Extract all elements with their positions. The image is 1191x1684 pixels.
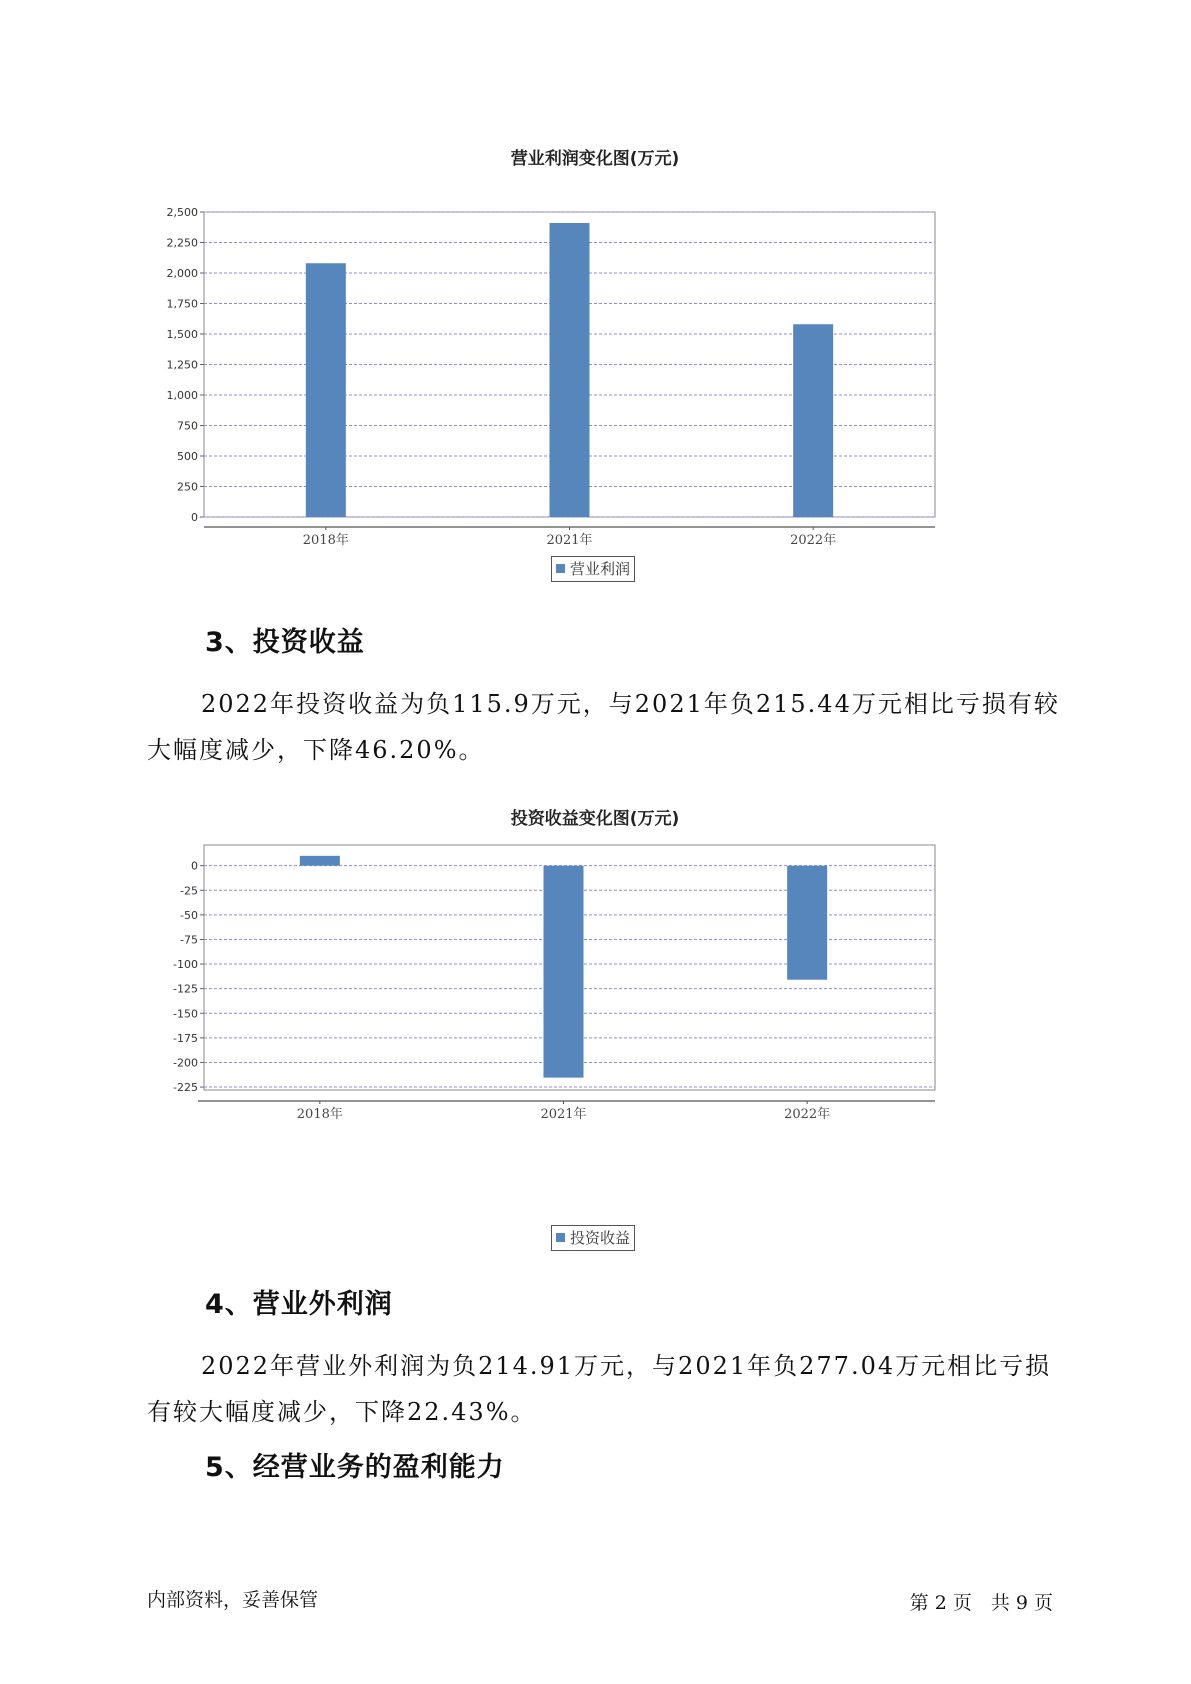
bar	[550, 223, 590, 517]
y-tick-label: 0	[191, 859, 198, 873]
y-tick-label: 1,500	[166, 328, 198, 341]
legend-swatch	[556, 1233, 565, 1242]
chart-legend	[551, 556, 635, 582]
section-3-text: 2022年投资收益为负115.9万元，与2021年负215.44万元相比亏损有较大幅度减少，下降46.20%。	[147, 690, 1060, 764]
operating-profit-chart	[150, 140, 1040, 590]
y-tick-label: 2,000	[166, 267, 198, 280]
bar	[306, 263, 346, 517]
x-tick-label: 2018年	[296, 1107, 343, 1122]
y-tick-label: 500	[177, 450, 198, 463]
y-tick-label: -175	[173, 1031, 198, 1045]
section-4-heading: 4、营业外利润	[205, 1289, 393, 1320]
y-tick-label: -100	[173, 958, 198, 972]
x-tick-label: 2022年	[790, 533, 837, 548]
investment-income-chart	[150, 800, 1040, 1260]
section-3-heading: 3、投资收益	[205, 627, 365, 658]
section-4-text: 2022年营业外利润为负214.91万元，与2021年负277.04万元相比亏损有较大幅度减少，下降22.43%。	[147, 1352, 1052, 1426]
chart-plot	[150, 840, 1040, 1220]
section-5-heading: 5、经营业务的盈利能力	[205, 1452, 505, 1483]
legend-label: 投资收益	[570, 1229, 631, 1247]
x-tick-label: 2021年	[546, 533, 593, 548]
chart-plot	[150, 180, 1040, 580]
x-tick-label: 2018年	[302, 533, 349, 548]
x-tick-label: 2022年	[784, 1107, 831, 1122]
chart-title: 营业利润变化图(万元)	[510, 149, 680, 169]
legend-label: 营业利润	[570, 560, 631, 578]
y-tick-label: 1,750	[166, 297, 198, 311]
y-tick-label: 1,250	[166, 358, 198, 372]
y-tick-label: 2,250	[166, 236, 198, 250]
y-tick-label: -225	[173, 1081, 198, 1095]
y-tick-label: -25	[180, 884, 198, 898]
bar	[793, 324, 833, 517]
y-tick-label: 1,000	[166, 389, 198, 402]
bar	[300, 856, 340, 866]
chart-legend	[551, 1225, 635, 1251]
y-tick-label: -150	[173, 1007, 198, 1021]
y-tick-label: -200	[173, 1056, 198, 1070]
y-tick-label: 750	[177, 419, 198, 433]
y-tick-label: 2,500	[166, 206, 198, 219]
y-tick-label: -50	[180, 908, 198, 922]
y-tick-label: 250	[177, 480, 198, 494]
y-tick-label: -125	[173, 982, 198, 996]
legend-swatch	[556, 564, 565, 573]
footer-page-number: 第 2 页 共 9 页	[909, 1592, 1053, 1614]
bar	[787, 866, 827, 980]
x-tick-label: 2021年	[540, 1107, 587, 1122]
footer-confidential-note: 内部资料，妥善保管	[147, 1589, 319, 1611]
y-tick-label: 0	[191, 511, 198, 524]
chart-title: 投资收益变化图(万元)	[510, 809, 680, 829]
y-tick-label: -75	[180, 933, 198, 947]
bar	[544, 866, 584, 1078]
